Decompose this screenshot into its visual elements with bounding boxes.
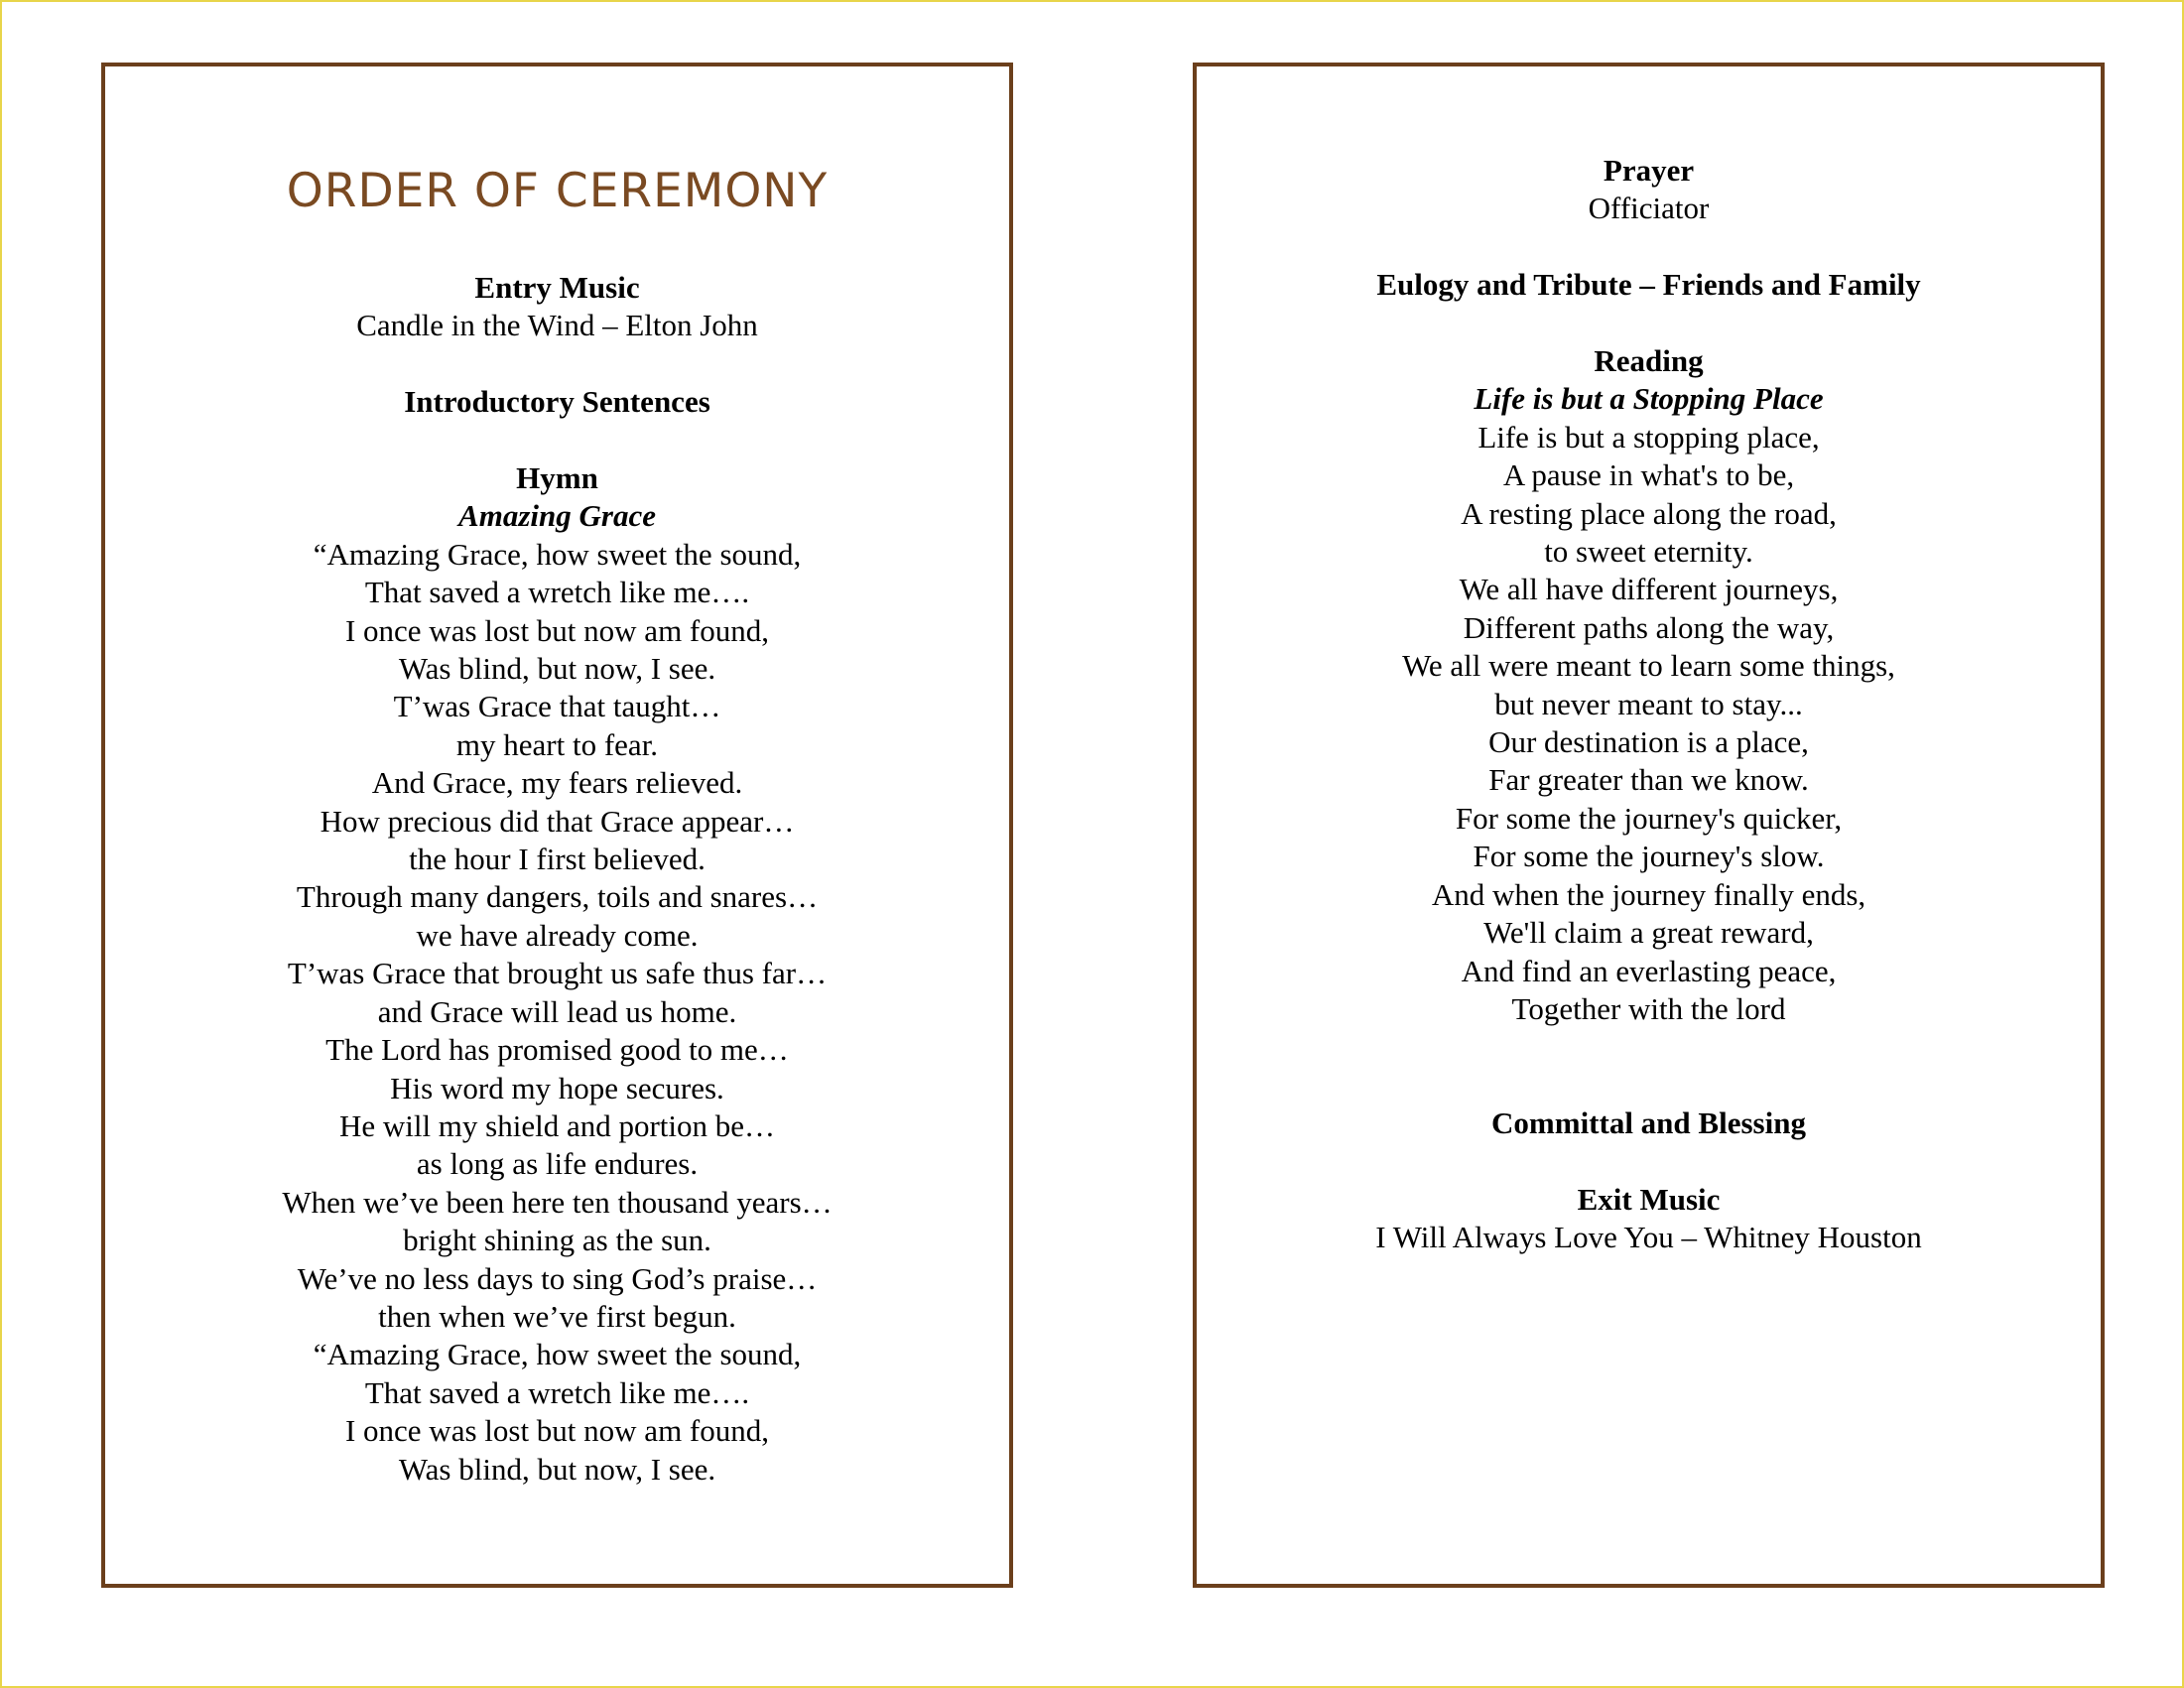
hymn-heading: Hymn	[516, 460, 598, 495]
reading-poem	[1197, 419, 2101, 1029]
prayer-detail: Officiator	[1588, 191, 1710, 226]
right-content	[1197, 152, 2101, 1257]
hymn-line: Was blind, but now, I see.	[398, 651, 716, 687]
entry-music-heading: Entry Music	[474, 270, 640, 305]
hymn-line: “Amazing Grace, how sweet the sound,	[313, 536, 802, 572]
exit-music-heading: Exit Music	[1577, 1181, 1721, 1217]
poem-line: Our destination is a place,	[1488, 724, 1809, 760]
hymn-line: I once was lost but now am found,	[344, 1413, 770, 1449]
poem-line: to sweet eternity.	[1544, 534, 1753, 570]
poem-line: Life is but a stopping place,	[1477, 419, 1820, 454]
hymn-line: T’was Grace that brought us safe thus far…	[287, 956, 828, 991]
hymn-line: my heart to fear.	[455, 726, 659, 762]
hymn-line: then when we’ve first begun.	[378, 1298, 736, 1334]
entry-music-detail: Candle in the Wind – Elton John	[356, 308, 758, 343]
hymn-line: Through many dangers, toils and snares…	[296, 879, 819, 915]
hymn-line: The Lord has promised good to me…	[325, 1032, 789, 1068]
hymn-line: as long as life endures.	[416, 1146, 699, 1182]
prayer-heading: Prayer	[1603, 153, 1695, 188]
hymn-line: How precious did that Grace appear…	[320, 803, 795, 839]
poem-line: A resting place along the road,	[1461, 495, 1837, 531]
hymn-line: That saved a wretch like me….	[364, 1374, 750, 1410]
hymn-line: He will my shield and portion be…	[338, 1107, 776, 1143]
hymn-line: His word my hope secures.	[390, 1070, 724, 1105]
reading-title: Life is but a Stopping Place	[1474, 381, 1824, 417]
hymn-line: Was blind, but now, I see.	[398, 1451, 716, 1487]
poem-line: Together with the lord	[1511, 990, 1786, 1026]
hymn-line: That saved a wretch like me….	[364, 575, 750, 610]
poem-line: We'll claim a great reward,	[1483, 915, 1814, 951]
poem-line: A pause in what's to be,	[1502, 457, 1795, 493]
right-panel	[1193, 63, 2105, 1588]
hymn-line: We’ve no less days to sing God’s praise…	[297, 1260, 818, 1296]
hymn-line: When we’ve been here ten thousand years…	[282, 1184, 833, 1220]
hymn-line: T’was Grace that taught…	[393, 689, 721, 724]
introductory-heading: Introductory Sentences	[404, 384, 710, 420]
reading-heading: Reading	[1594, 343, 1704, 378]
poem-line: We all have different journeys,	[1459, 572, 1839, 607]
poem-line: And when the journey finally ends,	[1431, 876, 1866, 912]
eulogy-heading: Eulogy and Tribute – Friends and Family	[1376, 267, 1921, 303]
hymn-line: I once was lost but now am found,	[344, 612, 770, 648]
poem-line: For some the journey's slow.	[1473, 839, 1825, 874]
left-panel	[101, 63, 1013, 1588]
hymn-line: and Grace will lead us home.	[377, 993, 737, 1029]
hymn-title: Amazing Grace	[458, 498, 656, 534]
hymn-line: And Grace, my fears relieved.	[371, 765, 743, 801]
poem-line: but never meant to stay...	[1494, 686, 1803, 721]
committal-heading: Committal and Blessing	[1491, 1105, 1806, 1141]
hymn-line: “Amazing Grace, how sweet the sound,	[313, 1337, 802, 1372]
poem-line: We all were meant to learn some things,	[1402, 648, 1895, 684]
poem-line: Far greater than we know.	[1488, 762, 1809, 798]
left-content	[105, 269, 1009, 1489]
poem-line: For some the journey's quicker,	[1455, 800, 1843, 836]
hymn-line: the hour I first believed.	[409, 842, 706, 877]
poem-line: Different paths along the way,	[1463, 609, 1835, 645]
poem-line: And find an everlasting peace,	[1461, 953, 1837, 988]
ceremony-title: ORDER OF CEREMONY	[286, 164, 829, 218]
hymn-line: we have already come.	[416, 917, 699, 953]
hymn-line: bright shining as the sun.	[403, 1223, 711, 1258]
exit-music-detail: I Will Always Love You – Whitney Houston	[1375, 1220, 1922, 1255]
hymn-lyrics	[105, 536, 1009, 1489]
